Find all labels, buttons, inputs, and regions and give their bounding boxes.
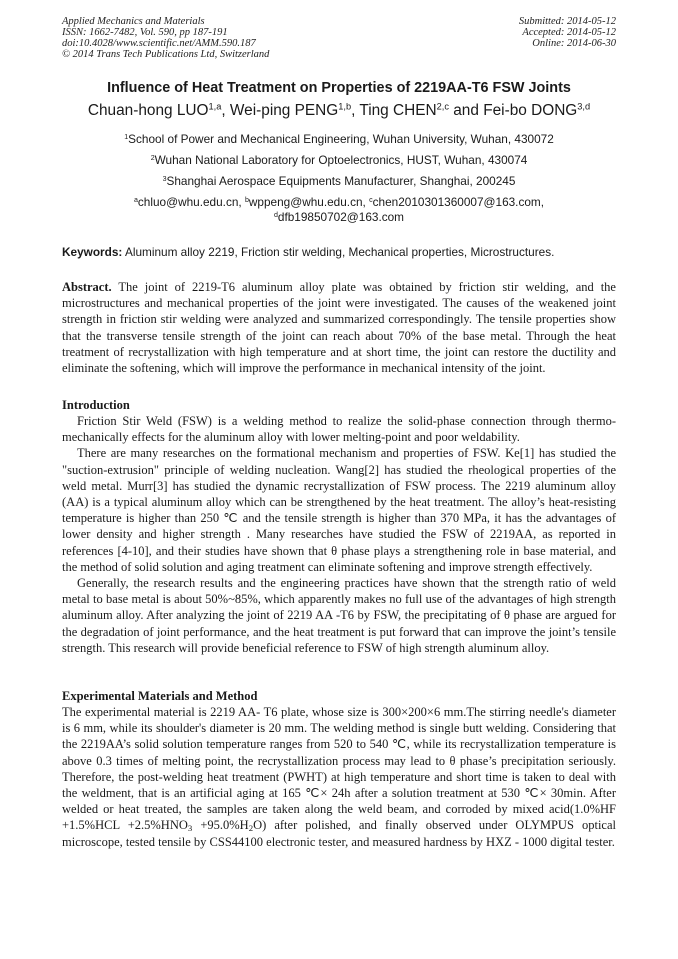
paragraph: Generally, the research results and the engineering practices have shown that the strength ratio of weld metal to base metal is about 50%~85%, which apparently makes no full use of the advantages of high strength aluminum alloy. After analyzing the joint of 2219 AA -T6 by FSW, the precipitating of θ phase are argued for the degradation of joint performance, and the heat treatment is put forward that can improve the joint’s tensile strength. This research will provide beneficial reference to FSW of high strength aluminum alloy. [62,576,616,655]
author-list [0,102,678,120]
affiliation-1: $^1$School of Power and Mechanical Engineering, Wuhan University, Wuhan, 430072 [124,132,554,146]
author-separator: and [448,102,484,119]
doi-line: doi:10.4028/www.scientific.net/AMM.590.187 [62,38,256,49]
email-d: dfb19850702@163.com [277,210,405,224]
abstract [62,279,616,376]
keywords-label: Keywords: [62,245,123,259]
email-c: chen2010301360007@163.com, [372,195,545,209]
experimental-body [62,704,616,850]
experimental-heading: Experimental Materials and Method [62,689,258,703]
affiliation-2: $^2$Wuhan National Laboratory for Optoelectronics, HUST, Wuhan, 430074 [150,153,528,167]
paragraph: The experimental material is 2219 AA- T6 plate, whose size is 300×200×6 mm.The stirring needle's diameter is 6 mm, while its shoulder's diameter is 20 mm. The welding method is single butt welding. Considering that the 2219AA’s solid solution temperature ranges from 520 to 540 ℃, while its recrystallization temperature is above 0.3 times of melting point, the recrystallization process may lead to θ phase’s precipitation seriously. Therefore, the post-welding heat treatment (PWHT) at high temperature and short time is taken to deal with the weldment, that is an artificial aging at 165 ℃× 24h after a solution treatment at 530 ℃× 30min. After welded or heat treated, the samples are taken along the weld beam, and corroded by mixed acid(1.0%HF $+1.5\%HCL +2.5\%HNO_3 +95.0\%H_2O$) after polished, and finally observed under OLYMPUS optical microscope, tested tensile by CSS44100 electronic tester, and measured hardness by HXZ - 1000 digital tester. [62,705,617,849]
affiliation-3: $^3$Shanghai Aerospace Equipments Manufacturer, Shanghai, 200245 [162,174,516,188]
copyright-line: © 2014 Trans Tech Publications Ltd, Switzerland [62,49,270,60]
author-affiliation-mark: 3,d [577,101,591,112]
author-separator: , [221,102,230,119]
email-line-1: $^a$chluo@whu.edu.cn, $^b$wppeng@whu.edu.cn, $^c$chen2010301360007@163.com, [133,195,545,209]
submitted-date: Submitted: 2014-05-12 [518,16,616,27]
paragraph: There are many researches on the formational mechanism and properties of FSW. Ke[1] has studied the "suction-extrusion" principle of welding nucleation. Wang[2] has studied the rheological properties of the weld metal. Murr[3] has studied the dynamic recrystallization of FSW process. The 2219 aluminum alloy (AA) is a typical aluminum alloy which can be strengthened by the heat treatment. The alloy’s heat-resisting temperature is higher than 250 ℃ and the tensile strength is higher than 370 MPa, it has the advantages of lower density and higher strength . Many researches have studied the FSW of 2219AA, as reported in references [4-10], and their studies have shown that θ phase plays a strengthening role in base material, and the method of solid solution and aging treatment can eliminate softening and improve strength effectively. [62,446,616,574]
paragraph: Friction Stir Weld (FSW) is a welding method to realize the solid-phase connection through thermo-mechanically effects for the aluminum alloy with lower melting-point and poor weldability. [62,414,616,445]
email-line-2: $^d$dfb19850702@163.com [273,210,405,224]
introduction-body [62,413,616,656]
dates-header [519,16,616,49]
author-name: Fei-bo DONG [483,102,578,119]
introduction-heading: Introduction [62,398,130,412]
keywords-text: Aluminum alloy 2219, Friction stir welding, Mechanical properties, Microstructures. [124,245,555,259]
journal-name: Applied Mechanics and Materials [62,16,205,27]
journal-header [62,16,269,60]
abstract-label: Abstract. [62,280,112,294]
paper-title: Influence of Heat Treatment on Properties of 2219AA-T6 FSW Joints [107,80,571,96]
issn-line: ISSN: 1662-7482, Vol. 590, pp 187-191 [62,27,228,38]
author-affiliation-mark: 1,a [208,101,222,112]
accepted-date: Accepted: 2014-05-12 [522,27,616,38]
email-a: chluo@whu.edu.cn, [137,195,245,209]
author-name: Chuan-hong LUO [87,102,209,119]
online-date: Online: 2014-06-30 [532,38,616,49]
author-affiliation-mark: 1,b [338,101,352,112]
author-name: Ting CHEN [359,102,437,119]
author-affiliation-mark: 2,c [436,101,449,112]
author-name: Wei-ping PENG [229,102,339,119]
abstract-text: The joint of 2219-T6 aluminum alloy plate was obtained by friction stir welding, and the microstructures and mechanical properties of the joint were investigated. The causes of the weakened joint strength in friction stir welding were analyzed and summarized correspondingly. The tensile properties show that the transverse tensile strength of the joint can reach about 70% of the base metal. Through the heat treatment of recrystallization with high temperature and at short time, the joint can restore the ductility and eliminate the softening, which will improve the performance in mechanical intensity of the joint. [62,280,616,376]
email-b: wppeng@whu.edu.cn, [248,195,370,209]
keywords [62,245,554,259]
author-separator: , [351,102,360,119]
